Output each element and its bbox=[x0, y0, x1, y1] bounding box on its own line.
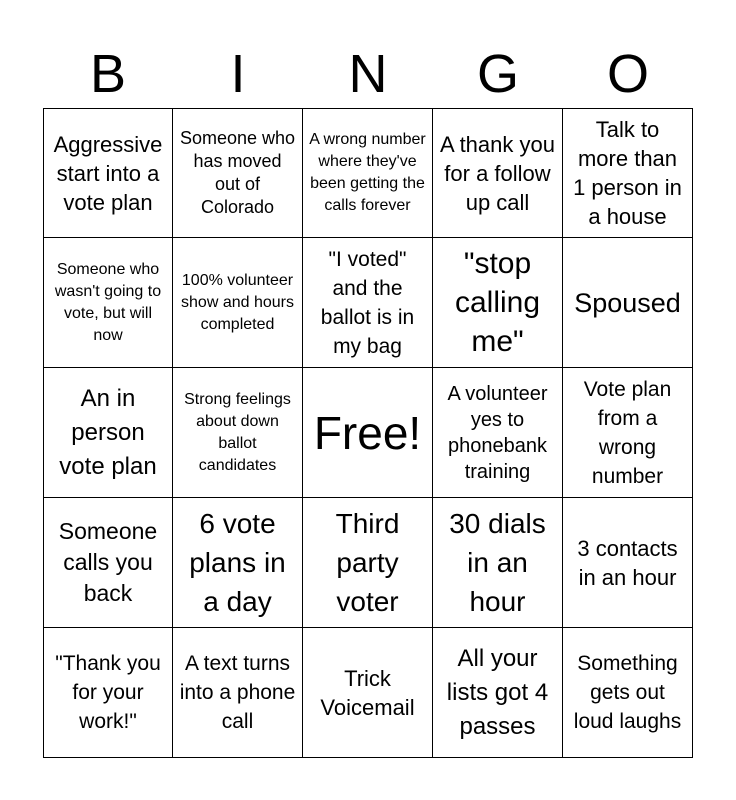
bingo-cell[interactable] bbox=[563, 108, 693, 238]
bingo-cell[interactable] bbox=[563, 368, 693, 498]
cell-text: Aggressive start into a vote plan bbox=[53, 131, 163, 215]
header-letter-b: B bbox=[89, 44, 127, 104]
cell-text: A volunteer yes to phonebank training bbox=[447, 382, 548, 483]
cell-text: All your lists got 4 passes bbox=[446, 644, 549, 740]
bingo-cell[interactable] bbox=[173, 498, 303, 628]
bingo-cell[interactable] bbox=[563, 238, 693, 368]
bingo-cell[interactable] bbox=[43, 498, 173, 628]
bingo-cell[interactable] bbox=[43, 238, 173, 368]
free-space[interactable] bbox=[303, 368, 433, 498]
cell-text: 100% volunteer show and hours completed bbox=[181, 271, 294, 333]
header-letter-g: G bbox=[476, 44, 519, 104]
bingo-cell[interactable] bbox=[43, 108, 173, 238]
cell-text: Strong feelings about down ballot candidates bbox=[184, 390, 291, 474]
bingo-cell[interactable] bbox=[173, 368, 303, 498]
bingo-header bbox=[43, 40, 693, 108]
header-letter-n: N bbox=[348, 44, 388, 104]
cell-text: 3 contacts in an hour bbox=[577, 535, 678, 590]
bingo-board bbox=[43, 108, 693, 758]
cell-text: "stop calling me" bbox=[454, 247, 541, 358]
bingo-cell[interactable] bbox=[563, 628, 693, 758]
bingo-cell[interactable] bbox=[303, 108, 433, 238]
cell-text: An in person vote plan bbox=[59, 384, 157, 480]
header-letter-o: O bbox=[606, 44, 649, 104]
cell-text: Someone who wasn't going to vote, but will now bbox=[54, 260, 162, 344]
bingo-cell[interactable] bbox=[173, 628, 303, 758]
bingo-cell[interactable] bbox=[173, 108, 303, 238]
cell-text: Someone calls you back bbox=[58, 518, 158, 606]
cell-text: Third party voter bbox=[335, 508, 400, 617]
cell-text: Spoused bbox=[574, 287, 681, 318]
cell-text: A wrong number where they've been getting the calls forever bbox=[309, 131, 426, 214]
cell-text: A thank you for a follow up call bbox=[440, 131, 555, 215]
cell-text: "Thank you for your work!" bbox=[55, 652, 161, 733]
bingo-cell[interactable] bbox=[433, 108, 563, 238]
bingo-cell[interactable] bbox=[303, 628, 433, 758]
cell-text: Something gets out loud laughs bbox=[573, 652, 682, 733]
bingo-cell[interactable] bbox=[43, 368, 173, 498]
bingo-cell[interactable] bbox=[433, 368, 563, 498]
bingo-cell[interactable] bbox=[303, 238, 433, 368]
bingo-cell[interactable] bbox=[433, 238, 563, 368]
header-letter-i: I bbox=[230, 44, 246, 104]
bingo-cell[interactable] bbox=[43, 628, 173, 758]
cell-text: Someone who has moved out of Colorado bbox=[179, 128, 296, 217]
cell-text: Vote plan from a wrong number bbox=[583, 377, 672, 488]
bingo-cell[interactable] bbox=[173, 238, 303, 368]
cell-text: Free! bbox=[313, 406, 422, 459]
cell-text: 30 dials in an hour bbox=[449, 508, 546, 617]
cell-text: Trick Voicemail bbox=[320, 665, 415, 720]
bingo-cell[interactable] bbox=[303, 498, 433, 628]
cell-text: A text turns into a phone call bbox=[179, 652, 296, 733]
bingo-cell[interactable] bbox=[433, 498, 563, 628]
cell-text: 6 vote plans in a day bbox=[189, 508, 286, 617]
cell-text: "I voted" and the ballot is in my bag bbox=[320, 247, 415, 358]
cell-text: Talk to more than 1 person in a house bbox=[573, 117, 682, 229]
bingo-cell[interactable] bbox=[433, 628, 563, 758]
bingo-cell[interactable] bbox=[563, 498, 693, 628]
